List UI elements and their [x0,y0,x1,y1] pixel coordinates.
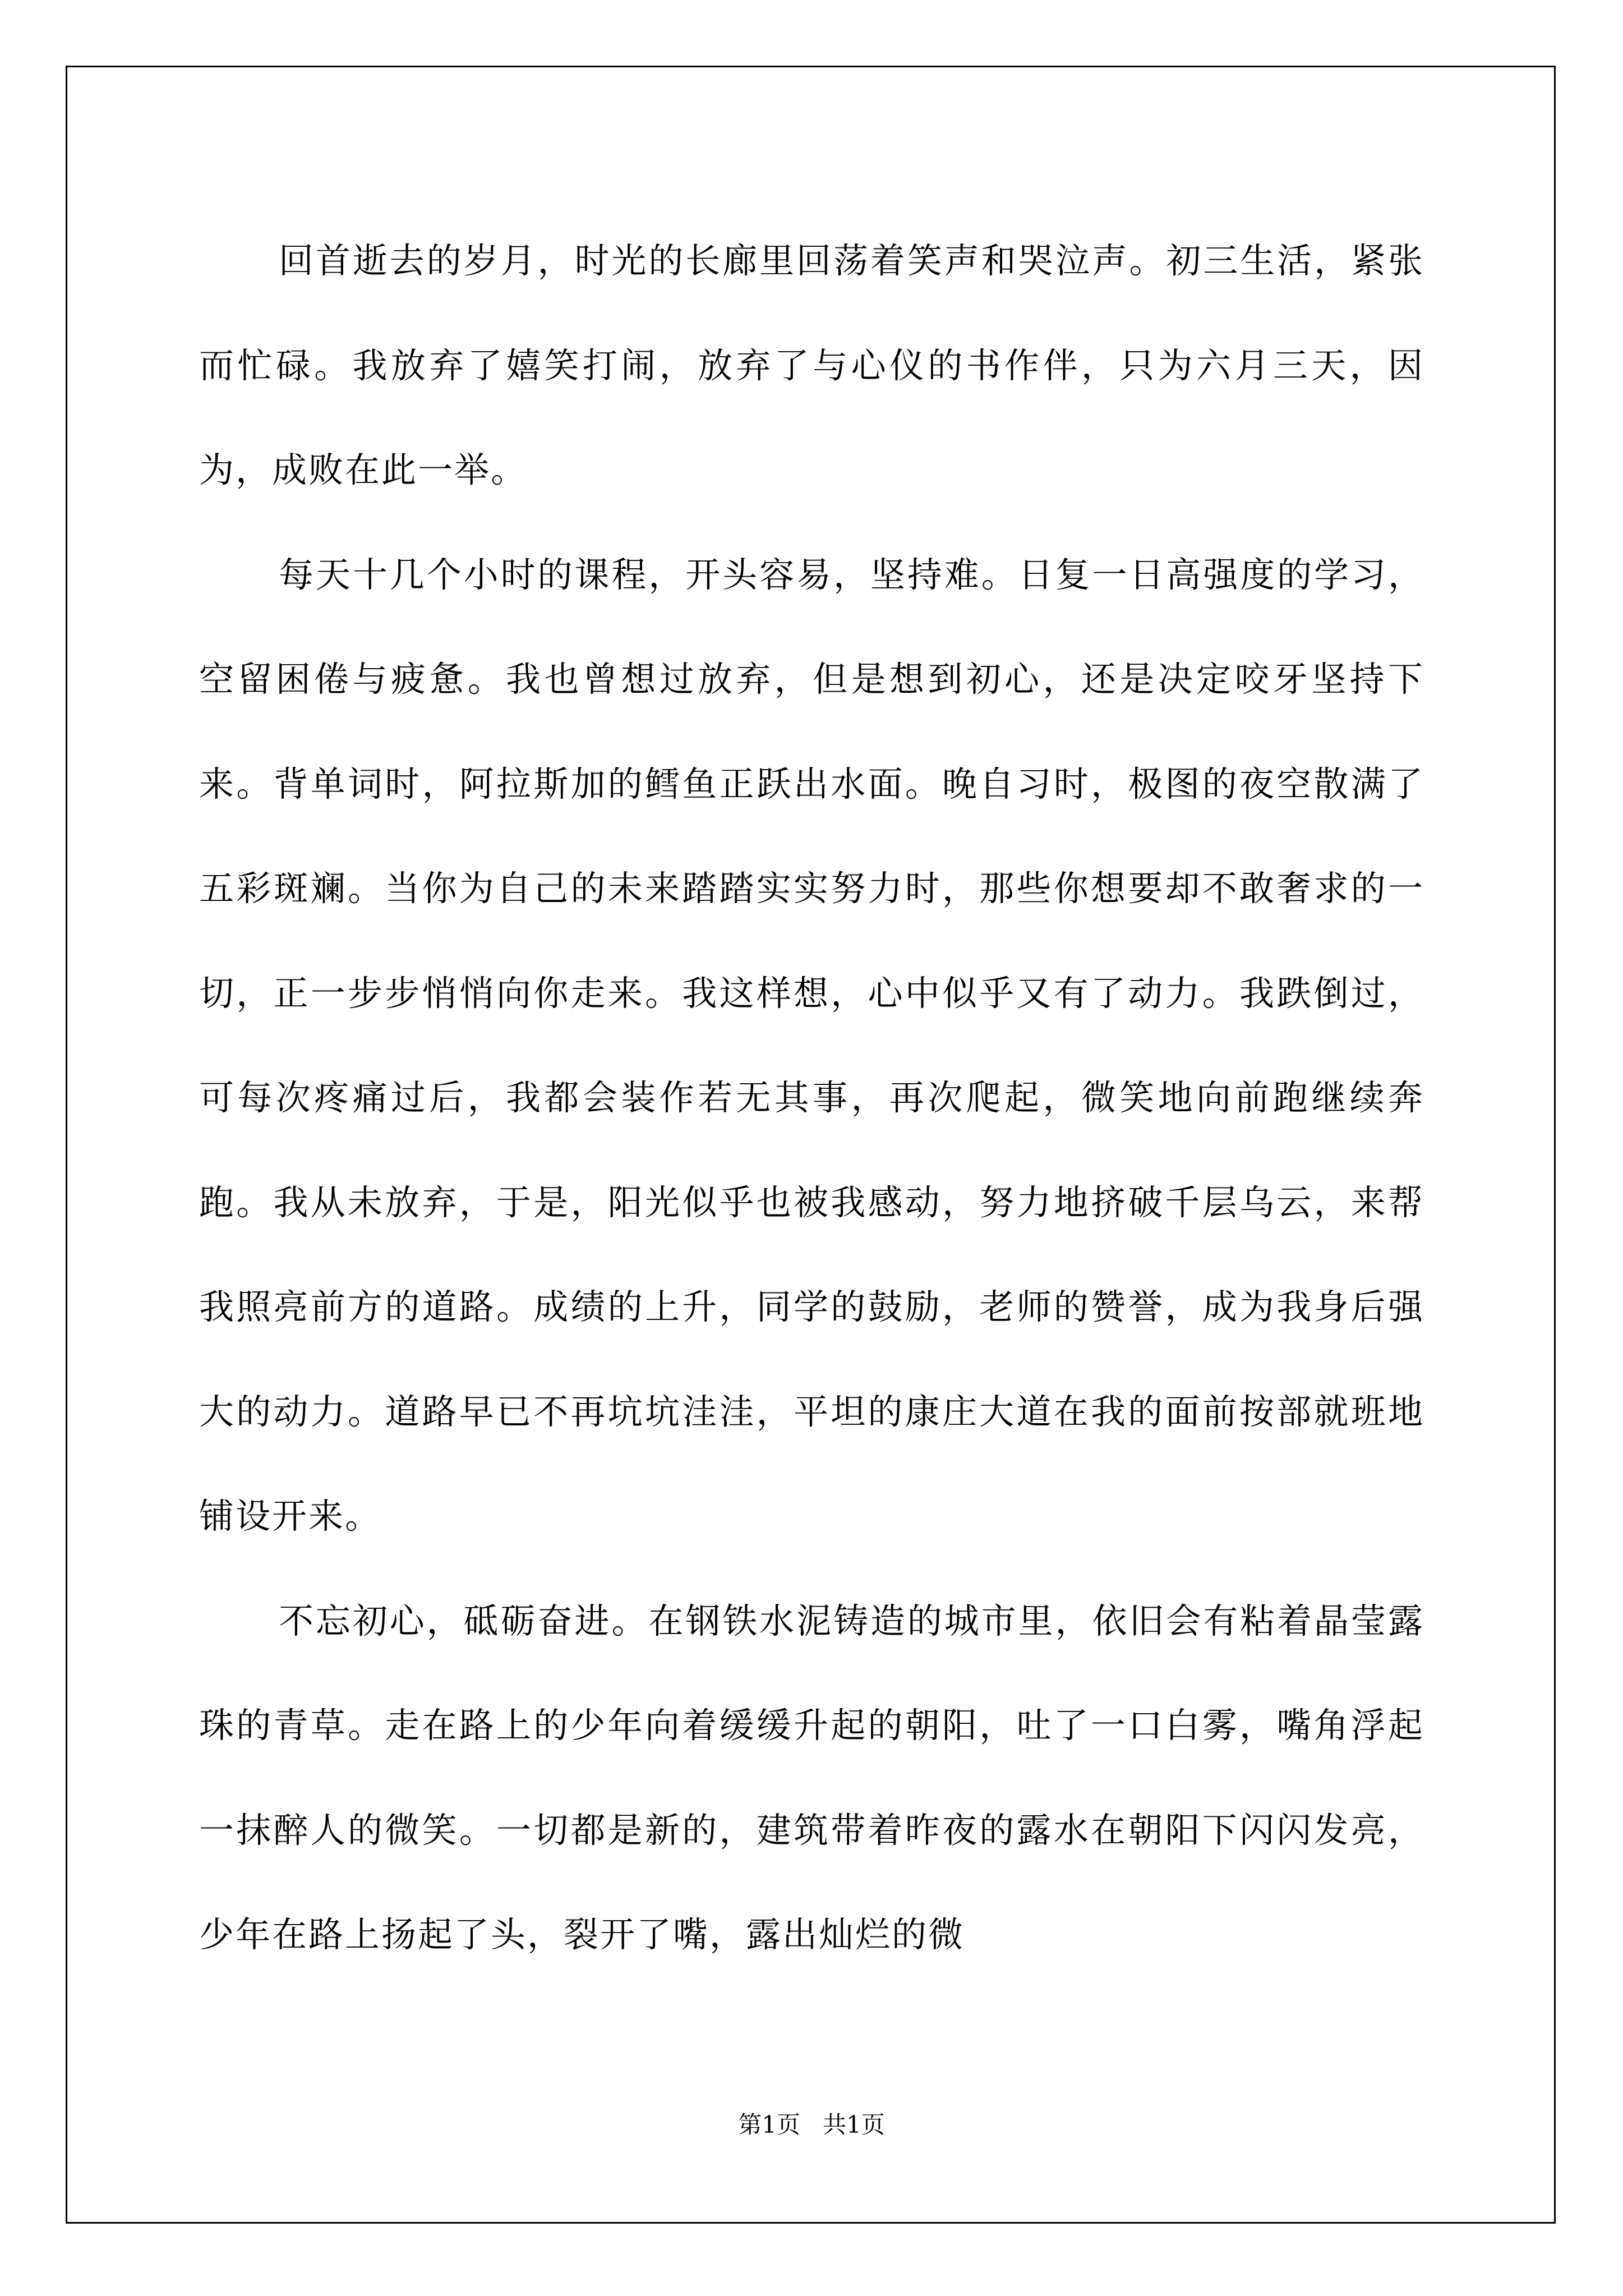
document-body [199,209,1424,1987]
paragraph-3: 不忘初心，砥砺奋进。在钢铁水泥铸造的城市里，依旧会有粘着晶莹露珠的青草。走在路上的少年向着缓缓升起的朝阳，吐了一口白雾，嘴角浮起一抹醉人的微笑。一切都是新的，建筑带着昨夜的露水在朝阳下闪闪发亮，少年在路上扬起了头，裂开了嘴，露出灿烂的微 [199,1600,1424,1955]
page-total: 共1页 [823,2111,885,2138]
page-number: 第1页 [738,2111,800,2138]
page-footer [0,2108,1623,2142]
paragraph-1: 回首逝去的岁月，时光的长廊里回荡着笑声和哭泣声。初三生活，紧张而忙碌。我放弃了嬉笑打闹，放弃了与心仪的书作伴，只为六月三天，因为，成败在此一举。 [199,240,1424,490]
paragraph-2: 每天十几个小时的课程，开头容易，坚持难。日复一日高强度的学习，空留困倦与疲惫。我也曾想过放弃，但是想到初心，还是决定咬牙坚持下来。背单词时，阿拉斯加的鳕鱼正跃出水面。晚自习时，极图的夜空散满了五彩斑斓。当你为自己的未来踏踏实实努力时，那些你想要却不敢奢求的一切，正一步步悄悄向你走来。我这样想，心中似乎又有了动力。我跌倒过，可每次疼痛过后，我都会装作若无其事，再次爬起，微笑地向前跑继续奔跑。我从未放弃，于是，阳光似乎也被我感动，努力地挤破千层乌云，来帮我照亮前方的道路。成绩的上升，同学的鼓励，老师的赞誉，成为我身后强大的动力。道路早已不再坑坑洼洼，平坦的康庄大道在我的面前按部就班地铺设开来。 [199,554,1424,1536]
